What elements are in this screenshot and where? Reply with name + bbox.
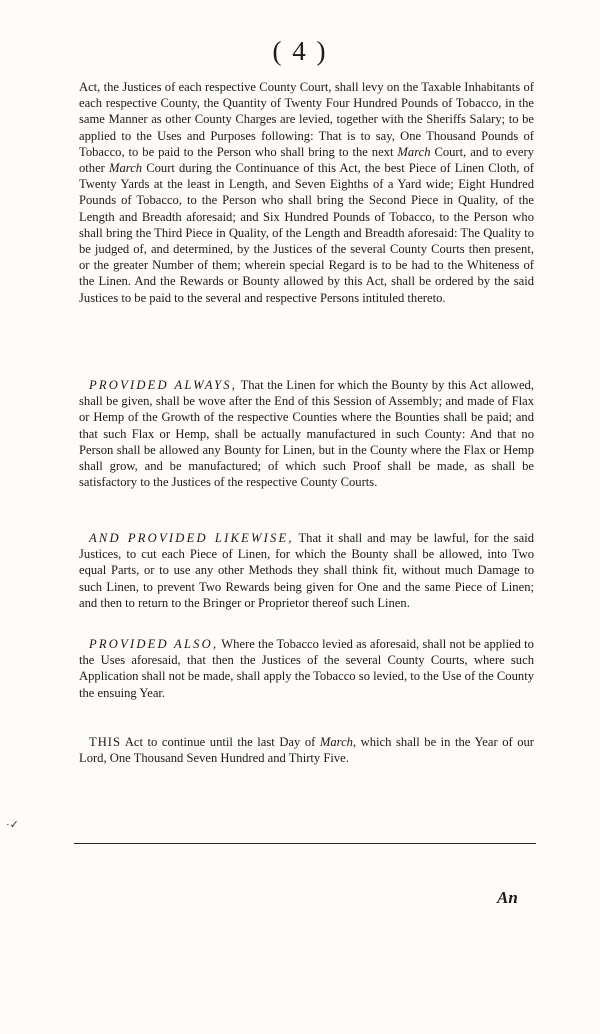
paragraph-provided-likewise	[79, 530, 534, 611]
paragraph-duration	[79, 734, 534, 766]
text-run: Where the Tobacco levied as aforesaid, shall not be applied to the Uses aforesaid, that then the Justices of the several County Courts, where such Application shall not be made, shall apply the Tobacco so levied, to the Use of the County the ensuing Year.	[79, 637, 534, 700]
paragraph-provided-always	[79, 377, 534, 490]
text-run: That it shall and may be lawful, for the said Justices, to cut each Piece of Linen, for which the Bounty shall be allowed, into Two equal Parts, or to use any other Methods they shall think fit, without much Damage to such Linen, to prevent Two Rewards being given for One and the same Piece of Linen; and then to return to the Bringer or Proprietor thereof such Linen.	[79, 531, 534, 610]
paragraph-provided-also	[79, 636, 534, 701]
page-number: ( 4 )	[272, 36, 328, 66]
text-run: Act, the Justices of each respective County Court, shall levy on the Taxable Inhabitants of each respective County, the Quantity of Twenty Four Hundred Pounds of Tobacco, in the same Manner as other County Charges are levied, together with the Sheriffs Salary; to be applied to the Uses and Purposes following: That is to say, One Thousand Pounds of Tobacco, to be paid to the Person who shall bring to the next	[79, 80, 534, 159]
margin-mark-icon: ·✓	[6, 819, 19, 831]
section-rule	[74, 843, 536, 844]
paragraph-levy	[79, 79, 534, 306]
italic-month: March	[109, 161, 143, 176]
text-run: Court during the Continuance of this Act, the best Piece of Linen Cloth, of Twenty Yards at the least in Length, and Seven Eighths of a Yard wide; Eight Hundred Pounds of Tobacco, to the Person who shall bring the Second Piece in Quality, of the Length and Breadth aforesaid; and Six Hundred Pounds of Tobacco, to the Person who shall bring the Third Piece in Quality, of the Length and Breadth aforesaid: The Quality to be judged of, and determined, by the Justices of the several County Courts then present, or the greater Number of them; wherein special Regard is to be had to the Whiteness of the Linen. And the Rewards or Bounty allowed by this Act, shall be ordered by the said Justices to be paid to the several and respective Persons intituled thereto.	[79, 161, 535, 305]
text-run: Court, and to every other	[79, 144, 534, 176]
clause-lead: AND PROVIDED LIKEWISE,	[89, 531, 294, 545]
clause-lead: PROVIDED ALSO,	[89, 637, 219, 651]
text-run: Act to continue until the last Day of	[121, 735, 320, 749]
italic-month: March	[397, 144, 431, 159]
catchword: An	[497, 888, 518, 907]
italic-month: March	[319, 735, 353, 749]
clause-lead: PROVIDED ALWAYS,	[89, 378, 238, 392]
clause-lead: THIS	[89, 735, 121, 749]
text-run: That the Linen for which the Bounty by this Act allowed, shall be given, shall be wove after the End of this Session of Assembly; and made of Flax or Hemp of the Growth of the respective Counties where the Bounties shall be paid; and that such Flax or Hemp, shall be actually manufactured in such County: And that no Person shall be allowed any Bounty for Linen, but in the County where the Flax or Hemp shall grow, and be manufactured; of which such Proof shall be made, as shall be satisfactory to the Justices of the respective County Courts.	[79, 378, 534, 490]
text-run: , which shall be in the Year of our Lord, One Thousand Seven Hundred and Thirty Five.	[79, 735, 535, 766]
